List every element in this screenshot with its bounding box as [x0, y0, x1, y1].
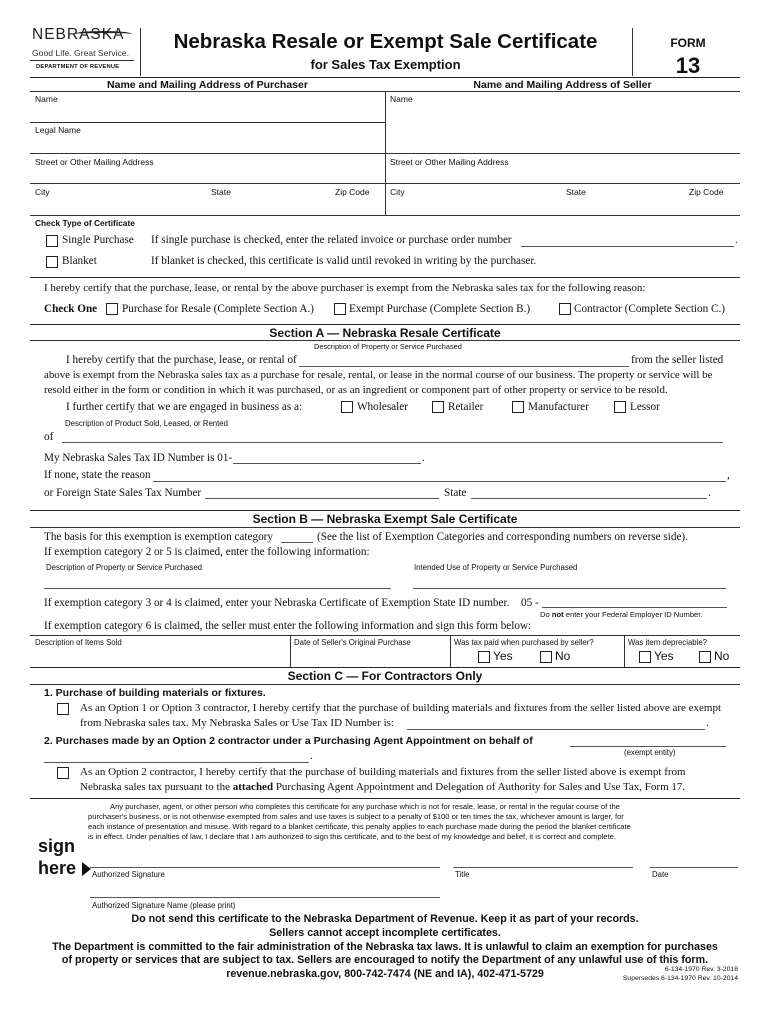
items-sold-column: Description of Items Sold	[35, 638, 122, 647]
exemption-category-line[interactable]	[281, 542, 313, 543]
manufacturer-label: Manufacturer	[528, 401, 589, 413]
form-revision: 6-134-1970 Rev. 3-2018	[664, 966, 738, 973]
authorized-signature-label: Authorized Signature	[92, 870, 165, 879]
foreign-state-label: State	[444, 487, 467, 499]
signature-name-line[interactable]	[90, 897, 440, 898]
logo	[30, 26, 134, 76]
date-label: Date	[652, 870, 669, 879]
single-purchase-checkbox[interactable]	[46, 235, 58, 247]
section-a-desc-label: Description of Property or Service Purchased	[314, 342, 462, 351]
form-label: FORM	[670, 36, 706, 50]
footer-incomplete: Sellers cannot accept incomplete certificates.	[269, 927, 501, 939]
single-purchase-label: Single Purchase	[62, 234, 134, 246]
certificate-prefix: 05 -	[521, 597, 539, 609]
tax-paid-yes-checkbox[interactable]	[478, 651, 490, 663]
purchaser-city-field[interactable]: City	[35, 187, 50, 197]
tax-paid-yes-label: Yes	[493, 649, 513, 663]
purchaser-street-field[interactable]: Street or Other Mailing Address	[35, 157, 154, 167]
manufacturer-checkbox[interactable]	[512, 401, 524, 413]
category-3-4-text: If exemption category 3 or 4 is claimed, enter your Nebraska Certificate of Exemption State ID number.	[44, 597, 510, 609]
single-purchase-text: If single purchase is checked, enter the related invoice or purchase order number	[151, 234, 512, 246]
exempt-entity-line-2[interactable]	[44, 762, 309, 763]
footer-contact: revenue.nebraska.gov, 800-742-7474 (NE and IA), 402-471-5729	[226, 968, 544, 980]
logo-brand: NEBRASKA	[32, 26, 125, 43]
category-2-5-text: If exemption category 2 or 5 is claimed, enter the following information:	[44, 546, 370, 558]
foreign-tax-line[interactable]	[205, 498, 439, 499]
depreciable-column: Was item depreciable?	[628, 638, 708, 647]
contractor-tax-id-line[interactable]	[407, 729, 705, 730]
penalty-statement: Any purchaser, agent, or other person who completes this certificate for any purchase which is not for resale, lease, or rental in the regular course of the purchaser's business, or is not otherwise exempted from sales and use taxes is subject to a penalty of $100 or ten times the tax, whichever amount is larger, for each instance of presentation and misuse. With regard to a blanket certificate, this penalty applies to each purchase made during the period the blanket certificate is in effect. Under penalties of law, I declare that I am authorized to sign this certificate, and to the best of my knowledge and belief, it is correct and complete.	[88, 802, 631, 841]
purchaser-heading: Name and Mailing Address of Purchaser	[107, 79, 308, 91]
section-b-desc-line[interactable]	[44, 588, 391, 589]
blanket-checkbox[interactable]	[46, 256, 58, 268]
foreign-state-line[interactable]	[471, 498, 707, 499]
intended-use-label: Intended Use of Property or Service Purchased	[414, 563, 578, 572]
section-b-desc-label: Description of Property or Service Purchased	[46, 563, 203, 572]
signature-name-label: Authorized Signature Name (please print)	[92, 901, 236, 910]
none-reason-label: If none, state the reason	[44, 469, 151, 481]
seller-zip-field[interactable]: Zip Code	[689, 187, 724, 197]
title-label: Title	[455, 870, 470, 879]
contractor-option-label: Contractor (Complete Section C.)	[574, 303, 725, 315]
option-2-text-b: Nebraska sales tax pursuant to the attached Purchasing Agent Appointment and Delegation of Authority for Sales and Use Tax, Form 17.	[80, 781, 686, 793]
property-description-line[interactable]	[299, 366, 629, 367]
logo-department: DEPARTMENT OF REVENUE	[36, 64, 120, 70]
section-b-title: Section B — Nebraska Exempt Sale Certificate	[252, 512, 518, 526]
exempt-purchase-checkbox[interactable]	[334, 303, 346, 315]
logo-tagline: Good Life. Great Service.	[32, 48, 129, 58]
section-a-title: Section A — Nebraska Resale Certificate	[269, 326, 501, 340]
depreciable-no-checkbox[interactable]	[699, 651, 711, 663]
tax-id-label: My Nebraska Sales Tax ID Number is 01-	[44, 452, 233, 464]
of-label: of	[44, 431, 54, 443]
none-reason-line[interactable]	[153, 481, 726, 482]
section-a-line3: resold either in the form or condition in which it was purchased, or as an ingredient or component part of other property or service to be resold.	[44, 384, 668, 396]
contractor-item-2-heading: 2. Purchases made by an Option 2 contractor under a Purchasing Agent Appointment on behalf of	[44, 735, 533, 747]
sign-arrow-icon	[82, 862, 91, 876]
exempt-entity-label: (exempt entity)	[624, 748, 676, 757]
seller-heading: Name and Mailing Address of Seller	[473, 79, 652, 91]
here-label: here	[38, 858, 77, 878]
original-purchase-date-column: Date of Seller's Original Purchase	[294, 638, 411, 647]
option-2-checkbox[interactable]	[57, 767, 69, 779]
authorized-signature-line[interactable]	[90, 867, 440, 868]
product-description-line[interactable]	[62, 442, 723, 443]
section-a-line1a: I hereby certify that the purchase, lease, or rental of	[66, 354, 297, 366]
section-a-line2: above is exempt from the Nebraska sales tax as a purchase for resale, rental, or lease in the normal course of our business. The property or service will be	[44, 369, 713, 381]
depreciable-yes-label: Yes	[654, 649, 674, 663]
certificate-number-line[interactable]	[542, 607, 727, 608]
invoice-number-line[interactable]	[521, 246, 734, 247]
contractor-item-1-heading: 1. Purchase of building materials or fixtures.	[44, 687, 266, 699]
tax-paid-column: Was tax paid when purchased by seller?	[454, 638, 594, 647]
option-2-text-a: As an Option 2 contractor, I hereby certify that the purchase of building materials and fixtures from the seller listed above is exempt from	[80, 766, 686, 778]
seller-state-field[interactable]: State	[566, 187, 586, 197]
purchaser-zip-field[interactable]: Zip Code	[335, 187, 370, 197]
intended-use-line[interactable]	[413, 588, 726, 589]
retailer-checkbox[interactable]	[432, 401, 444, 413]
wholesaler-label: Wholesaler	[357, 401, 408, 413]
purchaser-legal-name-field[interactable]: Legal Name	[35, 125, 81, 135]
product-description-label: Description of Product Sold, Leased, or Rented	[65, 419, 228, 428]
option-1-3-text-b: from Nebraska sales tax. My Nebraska Sales or Use Tax ID Number is:	[80, 717, 394, 729]
lessor-checkbox[interactable]	[614, 401, 626, 413]
section-c-title: Section C — For Contractors Only	[287, 669, 483, 683]
tax-id-line[interactable]	[233, 463, 421, 464]
blanket-text: If blanket is checked, this certificate is valid until revoked in writing by the purchaser.	[151, 255, 537, 267]
option-1-3-text-a: As an Option 1 or Option 3 contractor, I hereby certify that the purchase of building materials and fixtures from the seller listed above are exempt	[80, 702, 722, 714]
form-supersedes: Supersedes 6-134-1970 Rev. 10-2014	[622, 975, 738, 982]
depreciable-yes-checkbox[interactable]	[639, 651, 651, 663]
footer-keep-records: Do not send this certificate to the Nebraska Department of Revenue. Keep it as part of your records.	[131, 913, 639, 925]
tax-paid-no-checkbox[interactable]	[540, 651, 552, 663]
footer-unlawful-use: of property or services that are subject to tax. Sellers are encouraged to notify the Department of any unlawful use of this form.	[61, 954, 709, 966]
exemption-basis-note: (See the list of Exemption Categories and corresponding numbers on reverse side).	[317, 531, 688, 543]
date-line[interactable]	[650, 867, 738, 868]
purchaser-name-field[interactable]: Name	[35, 94, 58, 104]
blanket-label: Blanket	[62, 255, 97, 267]
check-one-label: Check One	[44, 303, 98, 315]
footer-department-statement: The Department is committed to the fair administration of the Nebraska tax laws. It is unlawful to claim an exemption for purchases	[52, 941, 718, 953]
tax-paid-no-label: No	[555, 649, 571, 663]
lessor-label: Lessor	[630, 401, 660, 413]
foreign-tax-label: or Foreign State Sales Tax Number	[44, 487, 202, 499]
seller-city-field[interactable]: City	[390, 187, 405, 197]
certify-text: I hereby certify that the purchase, lease, or rental by the above purchaser is exempt from the Nebraska sales tax for the following reason:	[44, 282, 646, 294]
category-6-text: If exemption category 6 is claimed, the seller must enter the following information and sign this form below:	[44, 620, 532, 632]
page-title: Nebraska Resale or Exempt Sale Certificate	[173, 30, 598, 53]
page-subtitle: for Sales Tax Exemption	[310, 57, 461, 72]
option-1-3-checkbox[interactable]	[57, 703, 69, 715]
contractor-checkbox[interactable]	[559, 303, 571, 315]
cert-type-heading: Check Type of Certificate	[35, 218, 135, 228]
business-type-text: I further certify that we are engaged in business as a:	[66, 401, 303, 413]
sign-label: sign	[38, 836, 76, 856]
logo-curve	[74, 31, 132, 37]
seller-name-field[interactable]: Name	[390, 94, 413, 104]
wholesaler-checkbox[interactable]	[341, 401, 353, 413]
resale-checkbox[interactable]	[106, 303, 118, 315]
resale-option-label: Purchase for Resale (Complete Section A.)	[122, 303, 315, 315]
exempt-entity-line[interactable]	[570, 746, 726, 747]
purchaser-state-field[interactable]: State	[211, 187, 231, 197]
exempt-option-label: Exempt Purchase (Complete Section B.)	[349, 303, 531, 315]
retailer-label: Retailer	[448, 401, 484, 413]
depreciable-no-label: No	[714, 649, 730, 663]
exemption-basis-text: The basis for this exemption is exemption category	[44, 531, 273, 543]
title-line[interactable]	[453, 867, 633, 868]
form-number: 13	[675, 53, 701, 78]
fein-note: Do not enter your Federal Employer ID Number.	[540, 610, 703, 619]
seller-street-field[interactable]: Street or Other Mailing Address	[390, 157, 509, 167]
section-a-line1b: from the seller listed	[631, 354, 724, 366]
